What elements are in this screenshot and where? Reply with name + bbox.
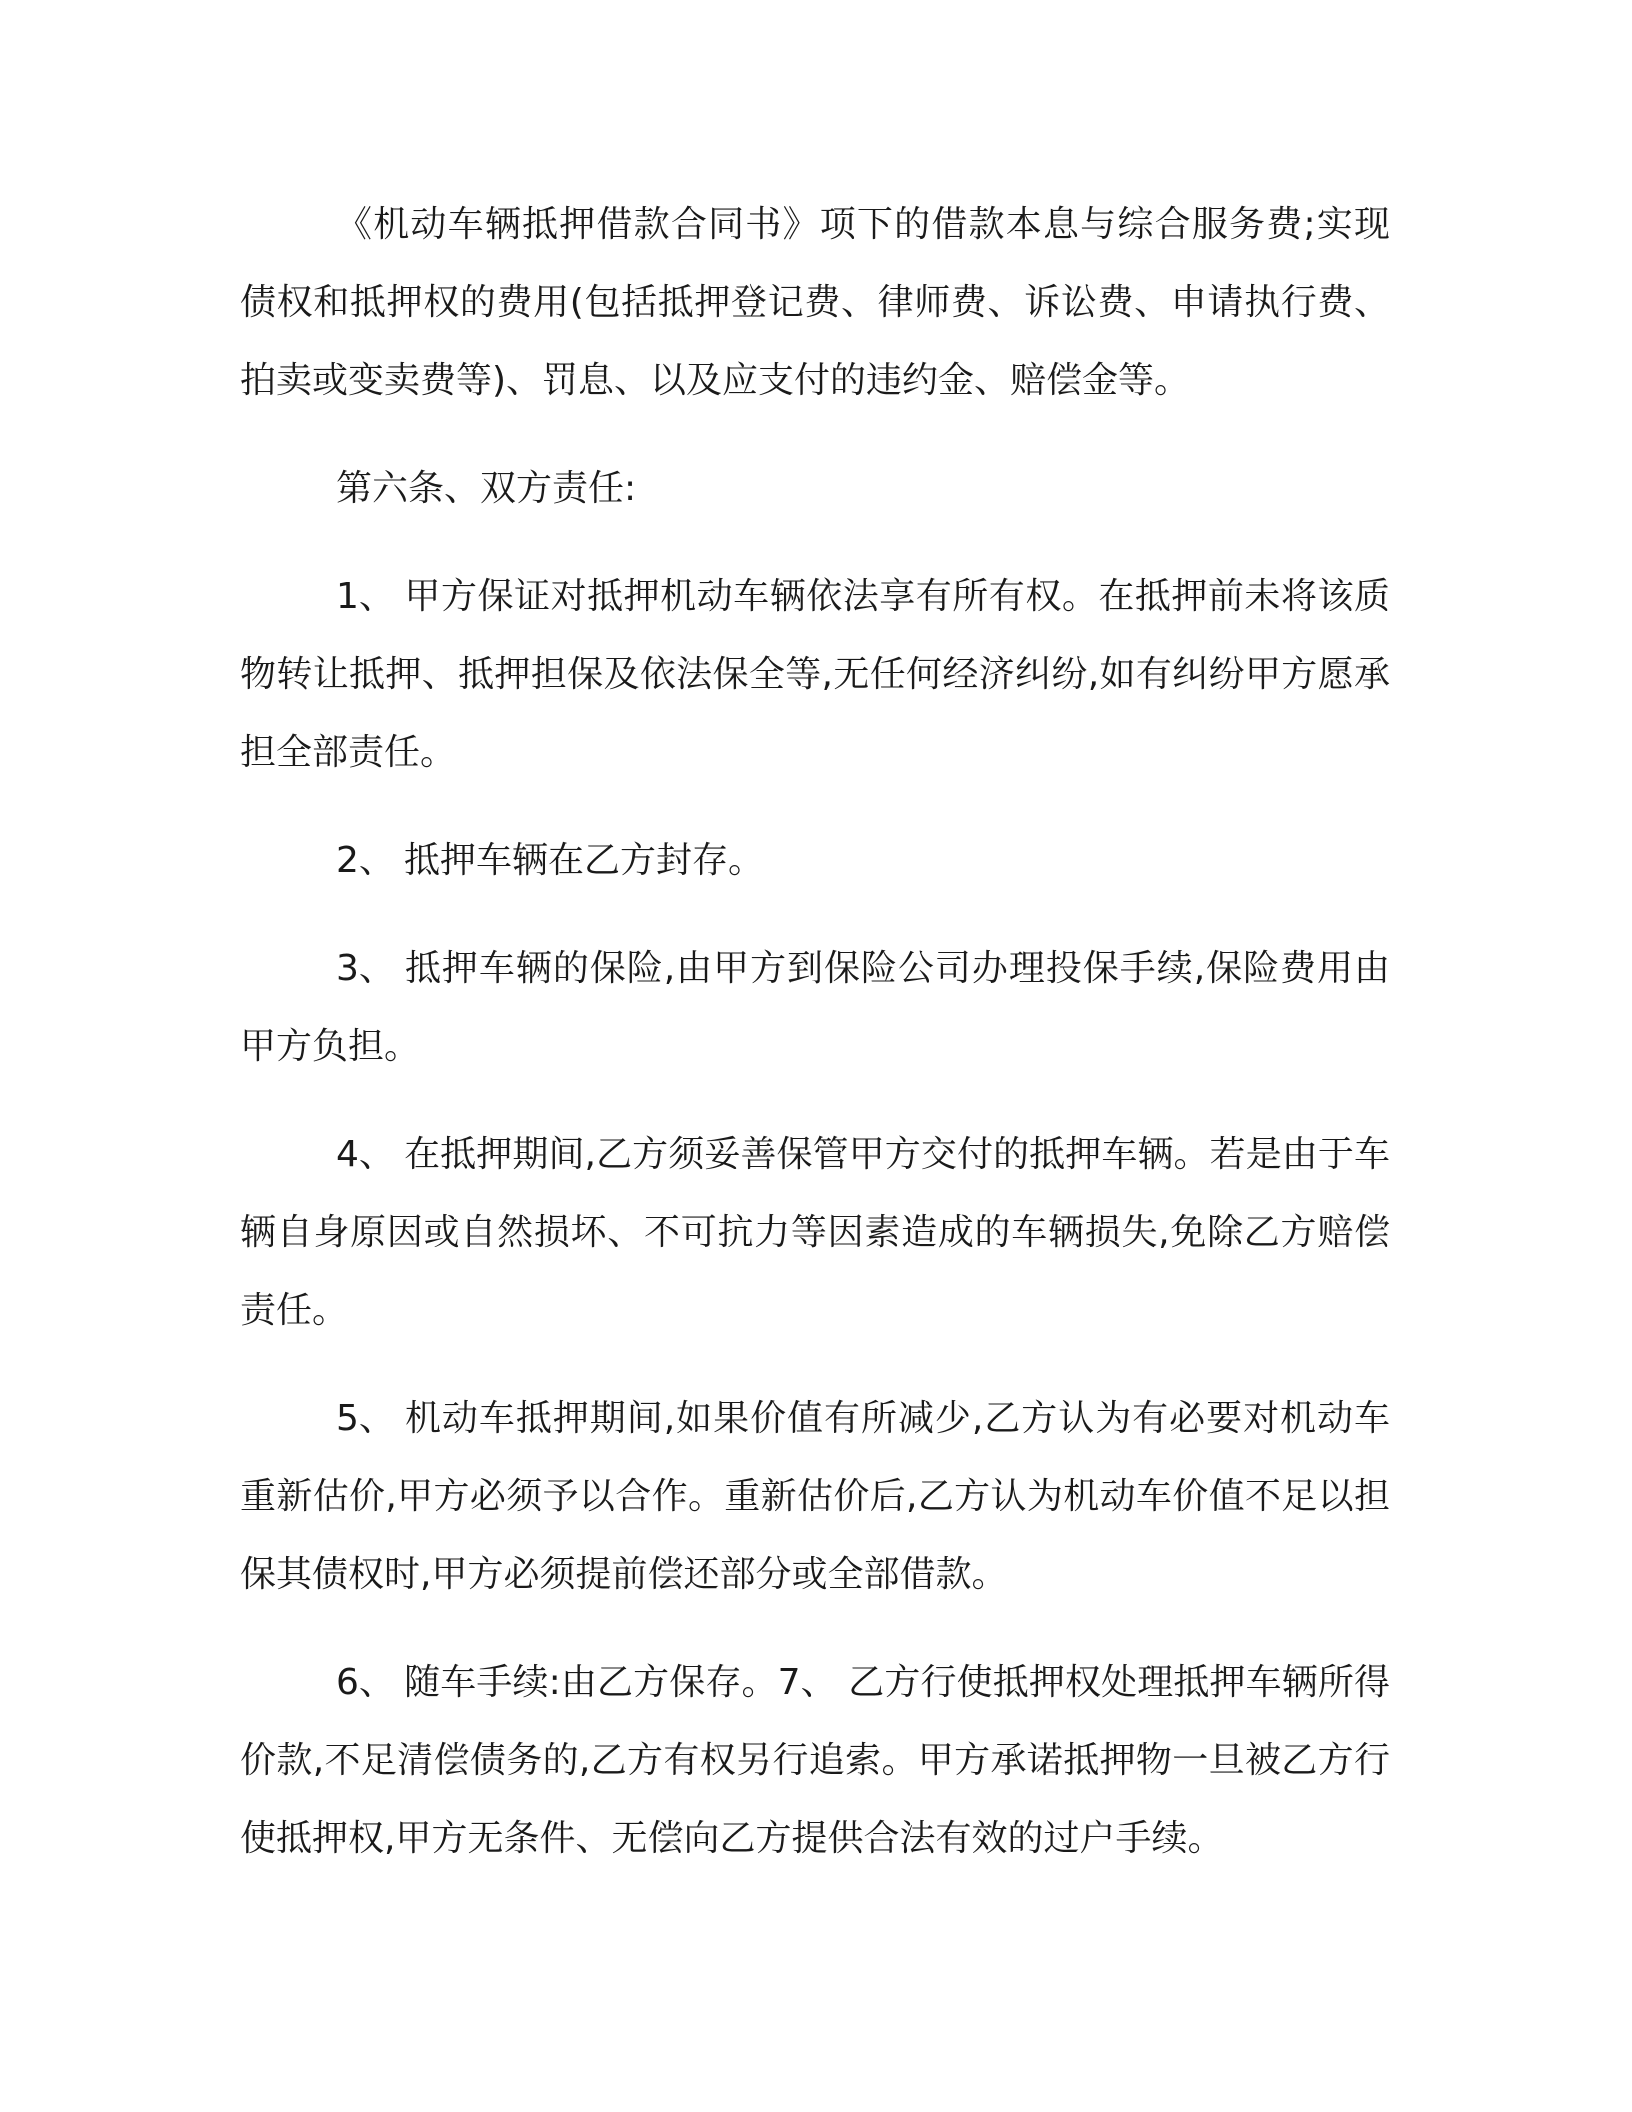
clause-number: 4、 <box>336 1134 395 1175</box>
document-body <box>240 186 1390 1908</box>
clause-text: 在抵押期间,乙方须妥善保管甲方交付的抵押车辆。若是由于车辆自身原因或自然损坏、不可抗力等因素造成的车辆损失,免除乙方赔偿责任。 <box>240 1134 1390 1331</box>
section-heading-article-6 <box>240 450 1390 528</box>
clause-text: 甲方保证对抵押机动车辆依法享有所有权。在抵押前未将该质物转让抵押、抵押担保及依法保全等,无任何经济纠纷,如有纠纷甲方愿承担全部责任。 <box>240 576 1390 773</box>
clause-text: 机动车抵押期间,如果价值有所减少,乙方认为有必要对机动车重新估价,甲方必须予以合作。重新估价后,乙方认为机动车价值不足以担保其债权时,甲方必须提前偿还部分或全部借款。 <box>240 1398 1390 1595</box>
clause-number: 5、 <box>336 1398 395 1439</box>
clause-1 <box>240 558 1390 792</box>
clause-text: 抵押车辆在乙方封存。 <box>404 840 765 881</box>
clause-text: 抵押车辆的保险,由甲方到保险公司办理投保手续,保险费用由甲方负担。 <box>240 948 1390 1067</box>
clause-number: 1、 <box>336 576 395 617</box>
clause-number: 2、 <box>336 840 395 881</box>
clause-4 <box>240 1116 1390 1350</box>
paragraph-text: 《机动车辆抵押借款合同书》项下的借款本息与综合服务费;实现债权和抵押权的费用(包括抵押登记费、律师费、诉讼费、申请执行费、拍卖或变卖费等)、罚息、以及应支付的违约金、赔偿金等。 <box>240 204 1390 401</box>
clause-6-7 <box>240 1644 1390 1878</box>
clause-text: 随车手续:由乙方保存。7、 乙方行使抵押权处理抵押车辆所得价款,不足清偿债务的,乙方有权另行追索。甲方承诺抵押物一旦被乙方行使抵押权,甲方无条件、无偿向乙方提供合法有效的过户手续。 <box>240 1662 1390 1859</box>
section-heading-text: 第六条、双方责任: <box>336 468 637 509</box>
paragraph-loan-costs <box>240 186 1390 420</box>
clause-5 <box>240 1380 1390 1614</box>
clause-2 <box>240 822 1390 900</box>
clause-number: 3、 <box>336 948 395 989</box>
clause-number: 6、 <box>336 1662 395 1703</box>
clause-3 <box>240 930 1390 1086</box>
